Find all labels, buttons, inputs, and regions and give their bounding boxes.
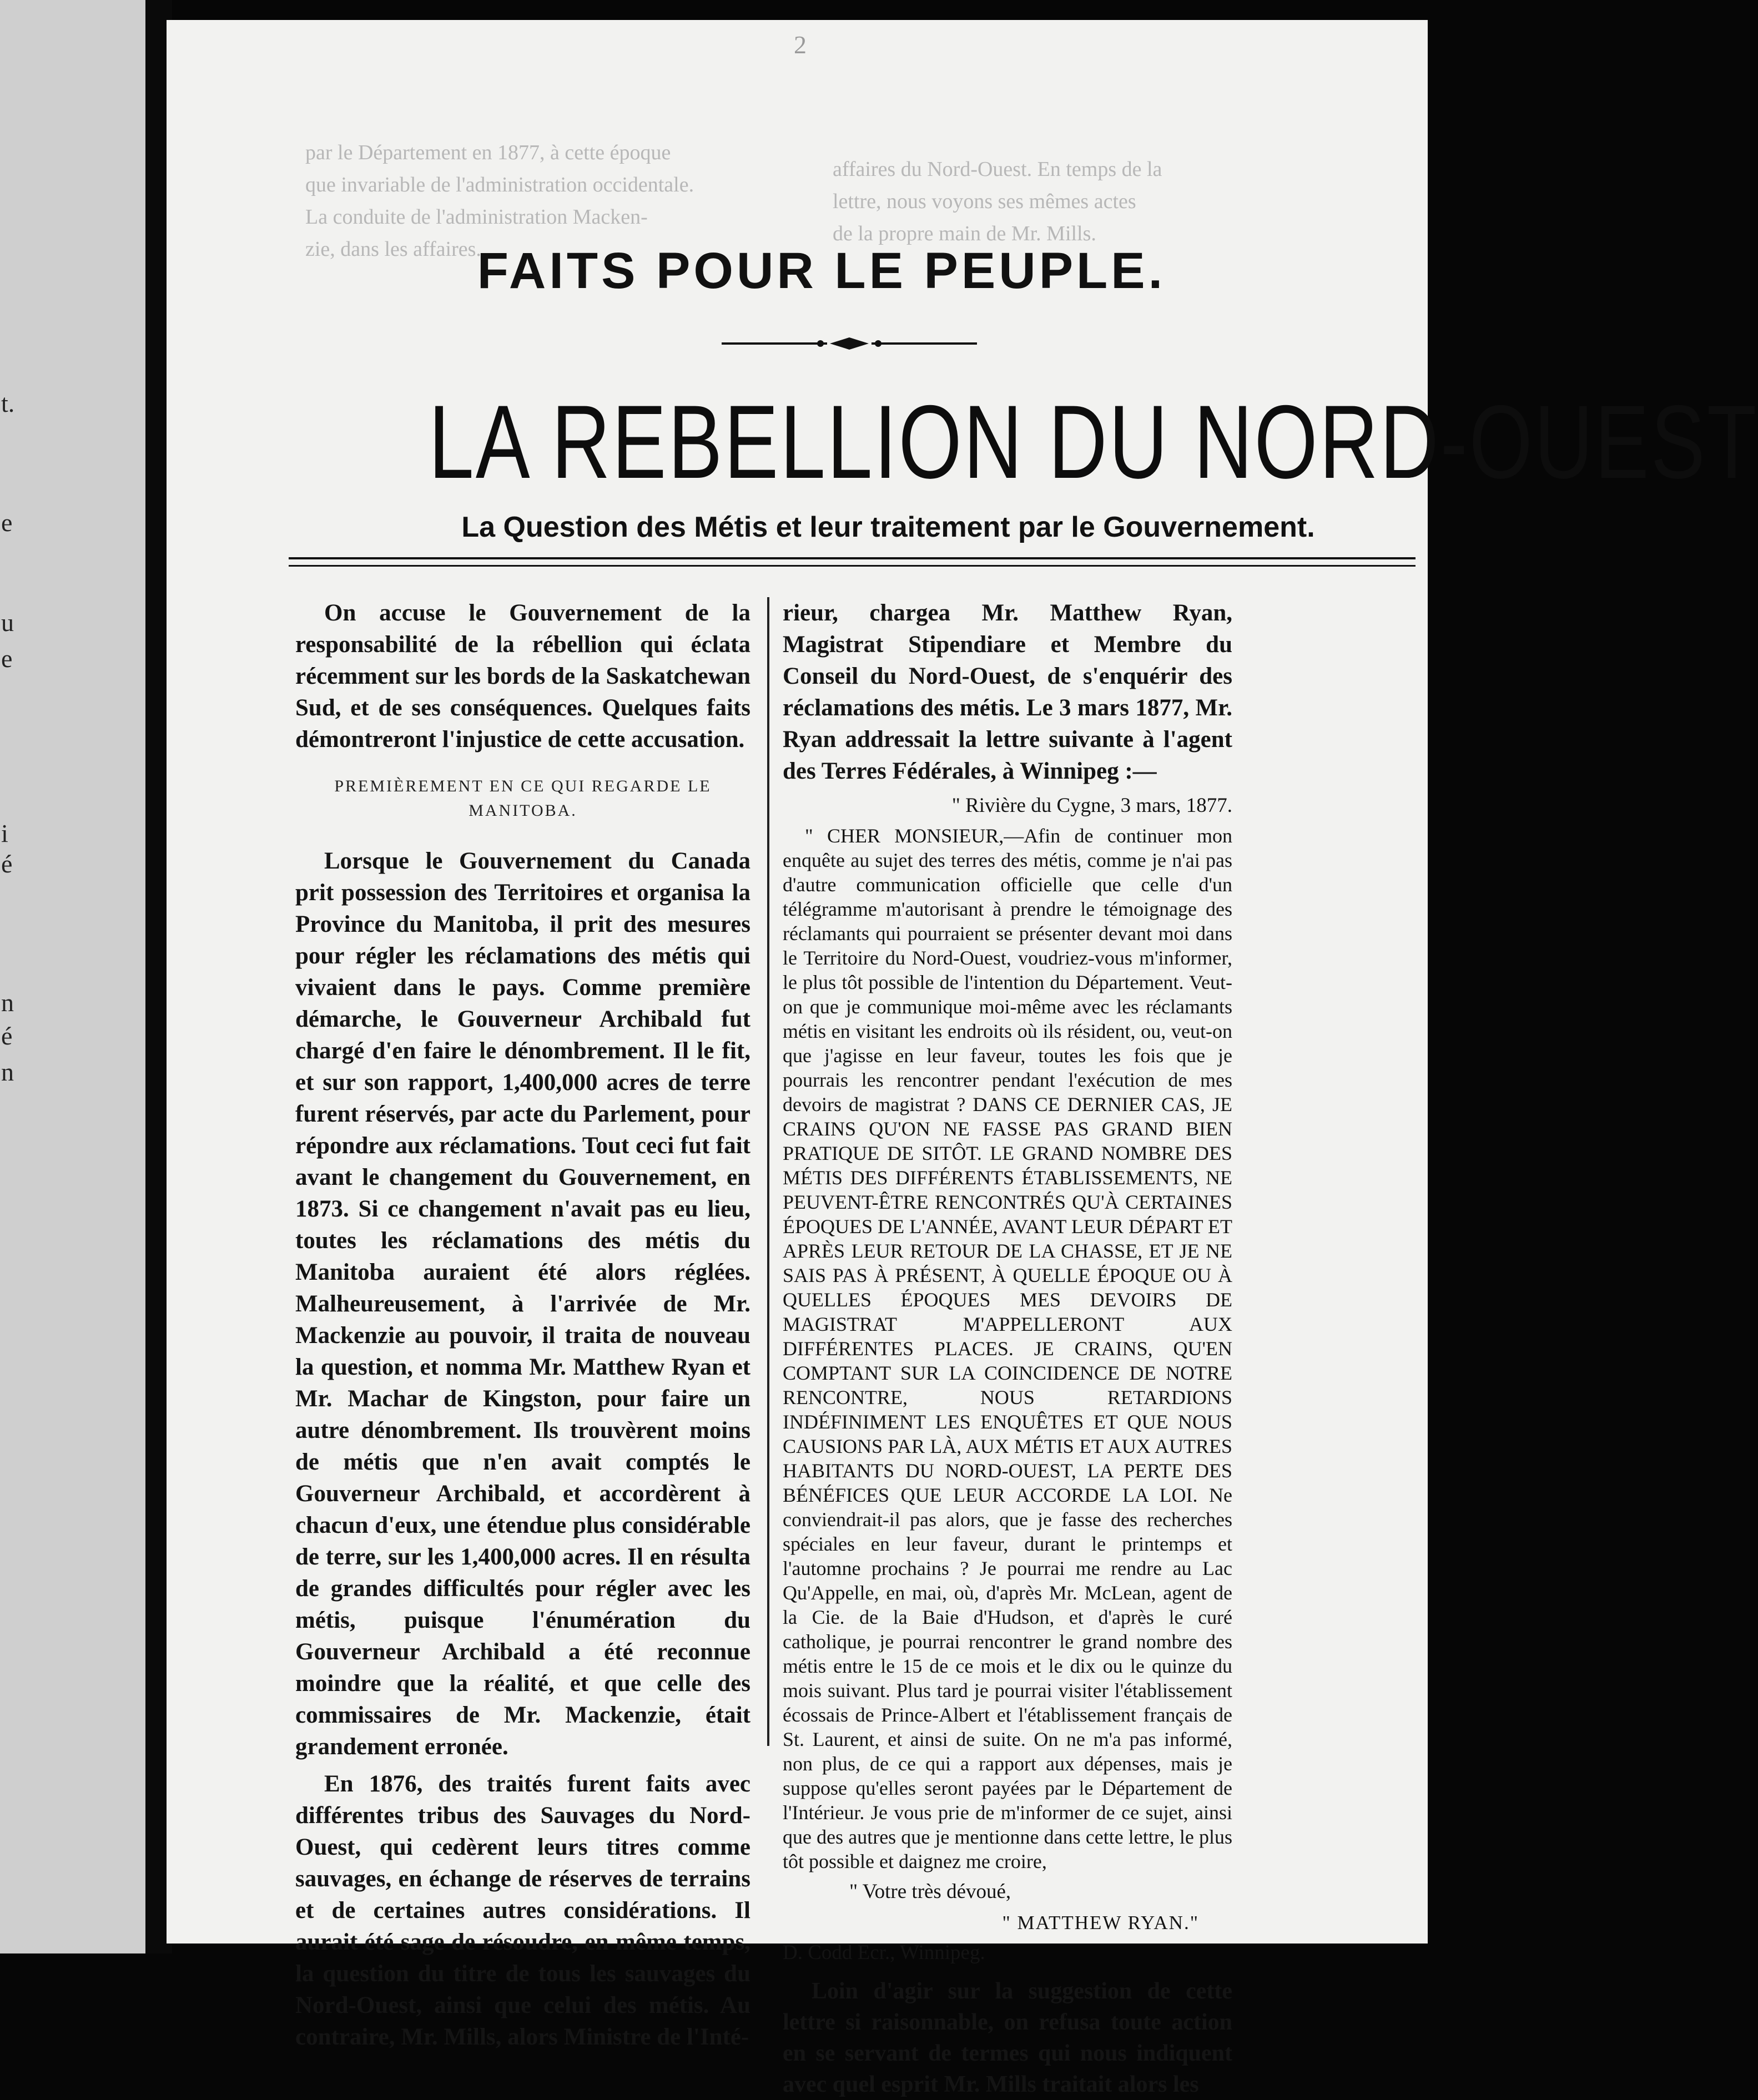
manitoba-paragraph: Lorsque le Gouvernement du Canada prit possession des Territoires et organisa la Province du Manitoba, il prit des mesures pour régler les réclamations des métis qui vivaient dans le pays. Comme première démarche, le Gouverneur Archibald fut chargé d'en faire le dénombrement. Il le fit, et sur son rapport, 1,400,000 acres de terre furent réservés, par acte du Parlement, pour répondre aux réclamations. Tout ceci fut fait avant le changement du Gouvernement, en 1873. Si ce changement n'avait pas eu lieu, toutes les réclamations des métis du Manitoba auraient été alors réglées. Malheureusement, à l'arrivée de Mr. Mackenzie au pouvoir, il traita de nouveau la question, et nomma Mr. Matthew Ryan et Mr. Machar de Kingston, pour faire un autre dénombrement. Ils trouvèrent moins de métis que n'en avait comptés le Gouverneur Archibald, et accordèrent à chacun d'eux, une étendue plus considérable de terre, sur les 1,400,000 acres. Il en résulta de grandes difficultés pour régler avec les métis, puisque l'énumération du Gouverneur Archibald a été reconnue moindre que la réalité, et que celle des commissaires de Mr. Mackenzie, était grandement erronée. <box>295 848 750 1760</box>
headline: LA REBELLION DU NORD-OUEST <box>429 383 1758 500</box>
fragment-letter: é <box>1 850 13 878</box>
treaties-paragraph-continued: rieur, chargea Mr. Matthew Ryan, Magistrat Stipendiare et Membre du Conseil du Nord-Ouest, de s'enquérir des réclamations des métis. Le 3 mars 1877, Mr. Ryan addressait la lettre suivante à l'agent des Terres Fédérales, à Winnipeg :— <box>783 600 1232 784</box>
fragment-letter: e <box>1 644 13 673</box>
double-rule-top <box>289 557 1416 559</box>
fragment-letter: é <box>1 1022 13 1050</box>
letter-addressee: D. Codd Ecr., Winnipeg. <box>783 1941 985 1964</box>
fragment-letter: i <box>1 819 8 847</box>
bleed-through-text-left: par le Département en 1877, à cette époque que invariable de l'administration occidentale. La conduite de l'administration Macken- zie, dans les affaires... <box>305 141 694 261</box>
fragment-letter: n <box>1 1058 14 1086</box>
column-divider <box>767 597 769 1746</box>
left-page-fragment <box>0 0 145 1953</box>
letter-dateline: " Rivière du Cygne, 3 mars, 1877. <box>951 794 1232 817</box>
fragment-letter: n <box>1 988 14 1017</box>
fragment-letter: e <box>1 508 13 537</box>
letter-signature: " MATTHEW RYAN." <box>1002 1912 1199 1934</box>
page-number: 2 <box>794 31 807 59</box>
letter-signoff: " Votre très dévoué, <box>849 1880 1011 1903</box>
closing-paragraph: Loin d'agir sur la suggestion de cette lettre si raisonnable, on refusa toute action en se servant de termes qui nous indiquent avec quel esprit Mr. Mills traitait alors les <box>783 1978 1232 2097</box>
kicker-heading: FAITS POUR LE PEUPLE. <box>477 243 1166 299</box>
intro-paragraph: On accuse le Gouvernement de la responsabilité de la rébellion qui éclata récemment sur les bords de la Saskatchewan Sud, et de ses conséquences. Quelques faits démontreront l'injustice de cette accusation. <box>295 600 750 753</box>
section-heading: PREMIÈREMENT EN CE QUI REGARDE LE MANITOBA. <box>334 777 712 820</box>
fragment-letter: u <box>1 608 14 637</box>
bleed-through-text-right: affaires du Nord-Ouest. En temps de la lettre, nous voyons ses mêmes actes de la propre main de Mr. Mills. <box>833 158 1162 245</box>
fragment-letter: t. <box>1 389 15 417</box>
letter-body: " CHER MONSIEUR,—Afin de continuer mon enquête au sujet des terres des métis, comme je n'ai pas d'autre communication officielle que celle d'un télégramme m'autorisant à prendre le témoignage des réclamants qui pourraient se présenter devant moi dans le Territoire du Nord-Ouest, voudriez-vous m'informer, le plus tôt possible de l'intention du Département. Veut-on que je communique moi-même avec les réclamants métis en visitant les endroits où ils résident, ou, veut-on que j'agisse en leur faveur, toutes les fois que je pourrais les rencontrer pendant l'exécution de mes devoirs de magistrat ? DANS CE DERNIER CAS, JE CRAINS QU'ON NE FASSE PAS GRAND BIEN PRATIQUE DE SITÔT. LE GRAND NOMBRE DES MÉTIS DES DIFFÉRENTS ÉTABLISSEMENTS, NE PEUVENT-ÊTRE RENCONTRÉS QU'À CERTAINES ÉPOQUES DE L'ANNÉE, AVANT LEUR DÉPART ET APRÈS LEUR RETOUR DE LA CHASSE, ET JE NE SAIS PAS À PRÉSENT, À QUELLE ÉPOQUE OU À QUELLES ÉPOQUES MES DEVOIRS DE MAGISTRAT M'APPELLERONT AUX DIFFÉRENTES PLACES. JE CRAINS, QU'EN COMPTANT SUR LA COINCIDENCE DE NOTRE RENCONTRE, NOUS RETARDIONS INDÉFINIMENT LES ENQUÊTES ET QUE NOUS CAUSIONS PAR LÀ, AUX MÉTIS ET AUX AUTRES HABITANTS DU NORD-OUEST, LA PERTE DES BÉNÉFICES QUE LEUR ACCORDE LA LOI. Ne conviendrait-il pas alors, que je fasse des recherches spéciales en leur faveur, durant le printemps et l'automne prochains ? Je pourrai me rendre au Lac Qu'Appelle, en mai, où, d'après Mr. McLean, agent de la Cie. de la Baie d'Hudson, et d'après le curé catholique, je pourrai rencontrer le grand nombre des métis entre le 15 de ce mois et le dix ou le quinze du mois suivant. Plus tard je pourrai visiter l'établissement écossais de Prince-Albert et l'établissement français de St. Laurent, et ainsi de suite. On ne m'a pas informé, non plus, de ce qui a rapport aux dépenses, mais je suppose qu'elles seront payées par le Département de l'Intérieur. Je vous prie de m'informer de ce sujet, ainsi que des autres que je mentionne dans cette lettre, le plus tôt possible et daignez me croire, <box>783 825 1232 1872</box>
subtitle: La Question des Métis et leur traitement par le Gouvernement. <box>461 511 1315 543</box>
article-column-right <box>783 597 1232 2100</box>
article-column-left <box>295 597 750 2058</box>
ornament-divider <box>722 335 977 352</box>
double-rule-bottom <box>289 565 1416 567</box>
treaties-paragraph: En 1876, des traités furent faits avec différentes tribus des Sauvages du Nord-Ouest, qui cedèrent leurs titres comme sauvages, en échange de réserves de terrains et de certaines autres considérations. Il aurait été sage de résoudre, en même temps, la question du titre de tous les sauvages du Nord-Ouest, ainsi que celui des métis. Au contraire, Mr. Mills, alors Ministre de l'Inté- <box>295 1771 750 2050</box>
newspaper-page <box>167 20 1758 2097</box>
